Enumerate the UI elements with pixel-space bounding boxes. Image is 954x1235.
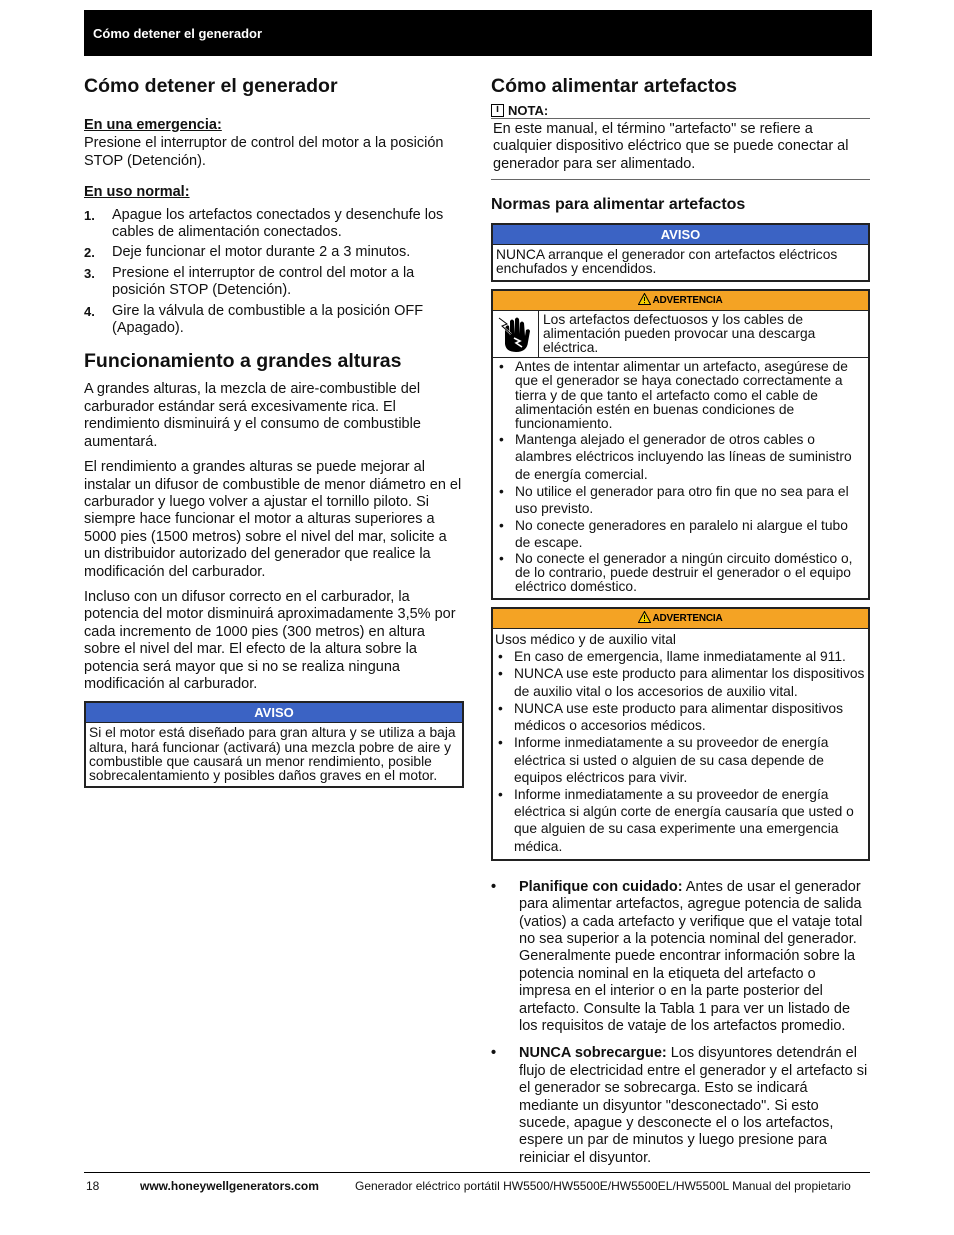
notice-title: AVISO — [493, 225, 868, 245]
shock-warning-list — [496, 360, 865, 594]
warning-triangle-icon — [638, 611, 651, 623]
medical-warning-list — [495, 648, 865, 854]
list-item: • Antes de intentar alimentar un artefacto, asegúrese de que el generador se haya conectado correctamente a tierra y de que tanto el artefacto como el cable de alimentación estén en buenas condiciones de funcionamiento. — [496, 360, 865, 431]
shock-warning-box — [491, 289, 870, 601]
list-item: • Informe inmediatamente a su proveedor de energía eléctrica si usted o alguien de su casa depende de equipos eléctricos para vivir. — [495, 734, 865, 786]
left-column — [84, 74, 464, 795]
list-item: • Informe inmediatamente a su proveedor de energía eléctrica si algún corte de energía causaría que usted o que alguien de su casa experimente una emergencia médica. — [495, 786, 865, 855]
list-item: 4. Gire la válvula de combustible a la posición OFF (Apagado). — [84, 302, 424, 337]
medical-warning-box — [491, 607, 870, 860]
medical-warning-intro: Usos médico y de auxilio vital — [495, 632, 676, 648]
shock-warning-list-wrap — [493, 358, 868, 598]
emergency-text: Presione el interruptor de control del motor a la posición STOP (Detención). — [84, 135, 444, 169]
emergency-label: En una emergencia: — [84, 117, 222, 133]
list-item: 1. Apague los artefactos conectados y desenchufe los cables de alimentación conectados. — [84, 206, 444, 241]
tip-label: Planifique con cuidado: — [519, 878, 683, 895]
electric-shock-icon — [493, 311, 539, 358]
section-heading-altitude: Funcionamiento a grandes alturas — [84, 350, 402, 373]
list-item: • No utilice el generador para otro fin que no sea para el uso previsto. — [496, 483, 865, 517]
altitude-notice-box — [84, 701, 464, 788]
altitude-paragraph: Incluso con un difusor correcto en el carburador, la potencia del motor disminuirá aproximadamente 3,5% por cada incremento de 1000 pies (300 metros) en altura sobre el nivel del mar. El efecto de la altura sobre la potencia será mayor que si no se realiza ninguna modificación al carburador. — [84, 588, 456, 692]
start-notice-box — [491, 223, 870, 281]
page-number: 18 — [86, 1179, 100, 1193]
note-label: iNOTA: — [491, 104, 870, 118]
list-item: • No conecte el generador a ningún circuito doméstico o, de lo contrario, puede destruir el generador o el equipo eléctrico doméstico. — [496, 552, 865, 595]
altitude-paragraph: A grandes alturas, la mezcla de aire-combustible del carburador estándar será excesivamente rica. El rendimiento disminuirá y el consumo de combustible aumentará. — [84, 381, 421, 450]
footer-manual-title: Generador eléctrico portátil HW5500/HW5500E/HW5500EL/HW5500L Manual del propietario — [355, 1179, 851, 1193]
info-icon — [491, 104, 504, 117]
warning-triangle-icon — [638, 293, 651, 305]
list-item: 2. Deje funcionar el motor durante 2 a 3 minutos. — [84, 244, 411, 261]
footer-website: www.honeywellgenerators.com — [140, 1179, 319, 1193]
section-heading-powering: Cómo alimentar artefactos — [491, 75, 737, 97]
warning-title: ADVERTENCIA — [493, 609, 868, 629]
list-item: • En caso de emergencia, llame inmediatamente al 911. — [495, 648, 865, 665]
list-item: 3. Presione el interruptor de control del motor a la posición STOP (Detención). — [84, 264, 415, 299]
list-item: • NUNCA use este producto para alimentar los dispositivos de auxilio vital o los accesorios de auxilio vital. — [495, 665, 865, 699]
list-item: • NUNCA use este producto para alimentar dispositivos médicos o accesorios médicos. — [495, 700, 865, 734]
list-item: • Mantenga alejado el generador de otros cables o alambres eléctricos incluyendo las líneas de suministro de energía comercial. — [496, 431, 865, 483]
tip-label: NUNCA sobrecargue: — [519, 1045, 667, 1062]
section-heading-stopping: Cómo detener el generador — [84, 75, 338, 97]
altitude-paragraph: El rendimiento a grandes alturas se puede mejorar al instalar un difusor de combustible de menor diámetro en el carburador y luego volver a ajustar el tornillo piloto. Si siempre hace funcionar el motor a alturas superiores a 5000 pies (1500 metros) sobre el nivel del mar, solicite a un distribuidor autorizado del generador que realice la modificación del carburador. — [84, 459, 462, 580]
notice-text: NUNCA arranque el generador con artefactos eléctricos enchufados y encendidos. — [496, 247, 838, 277]
list-item: • No conecte generadores en paralelo ni alargue el tubo de escape. — [496, 517, 865, 551]
right-column — [491, 74, 870, 1177]
notice-text: Si el motor está diseñado para gran altura y se utiliza a baja altura, hará funcionar (activará) una mezcla pobre de aire y combustible que causará un menor rendimiento, posible sobrecalentamiento y posibles daños graves en el motor. — [89, 725, 456, 783]
rules-subheading: Normas para alimentar artefactos — [491, 196, 746, 214]
header-bar — [84, 10, 872, 56]
list-item: • Planifique con cuidado: Antes de usar el generador para alimentar artefactos, agregue potencia de salida (vatios) a cada artefacto y verifique que el vataje total no sea superior a la potencia nominal del generador. Generalmente puede encontrar información sobre la potencia nominal en la etiqueta del artefacto o impresa en el interior o en la parte posterior del artefacto. Consulte la Tabla 1 para ver un listado de los requisitos de vataje de los artefactos promedio. — [491, 879, 870, 1036]
stop-steps-list — [84, 207, 464, 338]
note-text: En este manual, el término "artefacto" se refiere a cualquier dispositivo eléctrico que se puede conectar al generador para ser alimentado. — [491, 118, 870, 180]
normal-use-label: En uso normal: — [84, 184, 190, 201]
hazard-row — [493, 311, 868, 359]
footer-divider — [84, 1172, 870, 1173]
hazard-text: Los artefactos defectuosos y los cables de alimentación pueden provocar una descarga eléctrica. — [543, 311, 816, 356]
medical-warning-body — [493, 629, 868, 858]
notice-title: AVISO — [86, 703, 462, 723]
power-tips-list — [491, 879, 870, 1168]
header-title: Cómo detener el generador — [93, 26, 263, 41]
warning-title: ADVERTENCIA — [493, 291, 868, 311]
list-item: • NUNCA sobrecargue: Los disyuntores detendrán el flujo de electricidad entre el generador y el artefacto si el generador se sobrecarga. Esto se indicará mediante un disyuntor "desconectado". Si esto sucede, apague y desconecte el o los artefactos, espere un par de minutos y luego presione para reiniciar el disyuntor. — [491, 1045, 870, 1167]
